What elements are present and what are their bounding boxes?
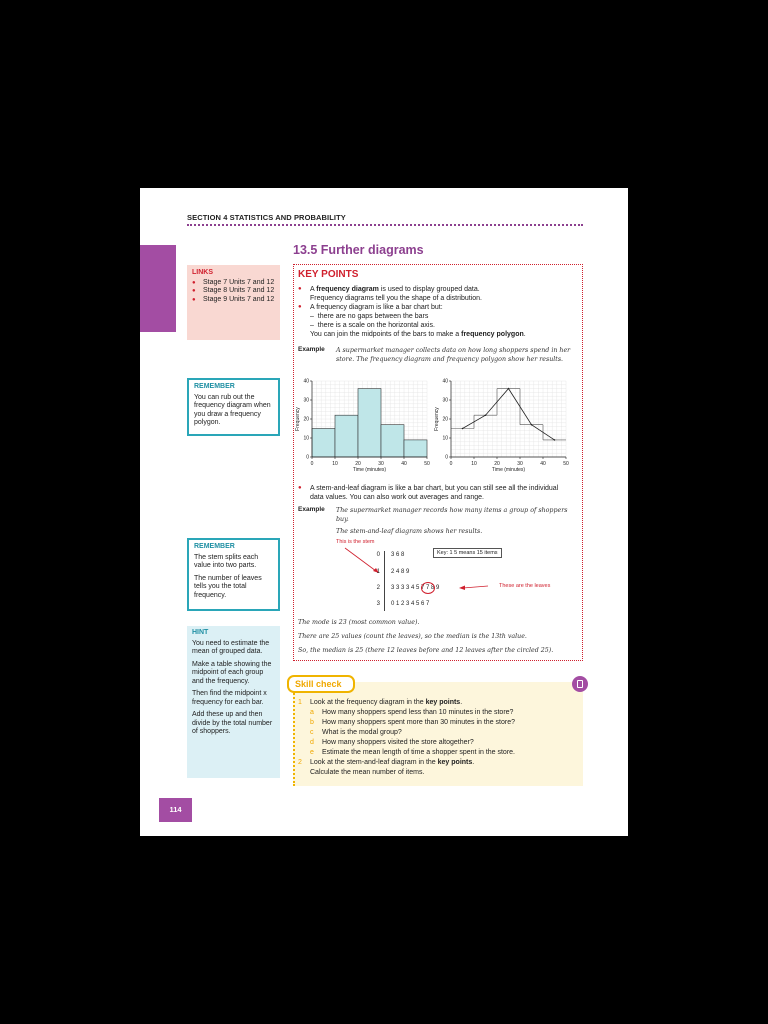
remember-box-1	[187, 378, 280, 436]
part-letter: c	[310, 729, 314, 736]
polygon-point	[485, 414, 487, 416]
histogram-bar	[381, 425, 404, 457]
hint-text: Then find the midpoint x frequency for each bar.	[192, 690, 267, 706]
question-text: Calculate the mean number of items.	[310, 769, 425, 776]
stem-annotation: This is the stem	[336, 539, 375, 545]
question-2	[298, 759, 475, 767]
bold-term: key points	[425, 699, 461, 706]
bold-term: frequency polygon	[461, 331, 524, 338]
example-text: A supermarket manager collects data on how long shoppers spend in her store. The frequency diagram and frequency polygon show her results.	[336, 347, 571, 363]
x-tick-label: 50	[563, 461, 569, 467]
x-tick-label: 40	[540, 461, 546, 467]
y-tick-label: 0	[445, 454, 448, 461]
part-letter: a	[310, 709, 314, 716]
links-item: ● Stage 8 Units 7 and 12	[203, 287, 275, 296]
x-tick-label: 10	[471, 461, 477, 467]
question-number: 1	[298, 699, 302, 706]
stem-value: 0	[376, 552, 380, 558]
section-divider	[187, 224, 583, 226]
example-text: The stem-and-leaf diagram shows her results.	[336, 528, 483, 535]
text: there are no gaps between the bars	[317, 313, 429, 320]
part-text: What is the modal group?	[322, 729, 402, 736]
text: A	[310, 286, 317, 293]
question-text	[310, 759, 474, 767]
x-axis-label: Time (minutes)	[352, 467, 387, 473]
y-tick-label: 30	[442, 397, 448, 404]
margin-tab	[140, 245, 176, 332]
frequency-polygon-chart	[432, 376, 578, 478]
stem-divider	[384, 551, 385, 611]
bullet-frequency-diagram	[310, 285, 578, 294]
y-tick-label: 20	[303, 416, 309, 423]
histogram-bar	[358, 389, 381, 457]
question-1	[298, 699, 463, 707]
part-text: How many shoppers visited the store altogether?	[322, 739, 474, 746]
mode-note: The mode is 23 (most common value).	[298, 619, 420, 626]
y-tick-label: 40	[442, 378, 448, 385]
key-points-heading: KEY POINTS	[298, 269, 359, 280]
x-tick-label: 30	[378, 461, 384, 467]
calculator-icon	[572, 676, 588, 692]
remember-text: The number of leaves tells you the total frequency.	[194, 574, 262, 599]
text: is used to display grouped data.	[378, 286, 480, 293]
text: You can join the midpoints of the bars to make a	[310, 331, 462, 338]
remember-heading: REMEMBER	[194, 543, 235, 550]
question-part	[310, 749, 515, 757]
bold-term: frequency diagram	[316, 286, 379, 293]
y-axis-label: Frequency	[295, 407, 301, 431]
question-part	[310, 709, 514, 717]
part-text: Estimate the mean length of time a shopper spent in the store.	[322, 749, 515, 756]
x-tick-label: 20	[494, 461, 500, 467]
y-axis-label: Frequency	[434, 407, 440, 431]
polygon-point	[554, 439, 556, 441]
leaves-annotation: These are the leaves	[499, 583, 551, 589]
leaf-values: 2 4 8 9	[391, 569, 410, 575]
text-line	[310, 330, 578, 339]
histogram-bar	[404, 440, 427, 457]
remember-text: The stem splits each value into two parts.	[194, 553, 259, 569]
frequency-diagram-chart	[293, 376, 439, 478]
dash-item: – there is a scale on the horizontal axis.	[310, 322, 435, 329]
polygon-point	[531, 424, 533, 426]
part-text: How many shoppers spent more than 30 minutes in the store?	[322, 719, 515, 726]
polygon-point	[508, 388, 510, 390]
question-part	[310, 739, 474, 747]
x-axis-label: Time (minutes)	[491, 467, 526, 473]
page-number: 114	[159, 798, 192, 822]
bullet-bar-chart: ● A frequency diagram is like a bar chart but:	[310, 303, 578, 312]
text-line: Frequency diagrams tell you the shape of a distribution.	[310, 295, 482, 302]
remember-text: You can rub out the frequency diagram when you draw a frequency polygon.	[194, 393, 271, 426]
polygon-point	[462, 428, 464, 430]
y-tick-label: 40	[303, 378, 309, 385]
question-text	[310, 699, 462, 707]
remember-box-2	[187, 538, 280, 611]
key-points-text	[310, 285, 578, 339]
links-item: ● Stage 9 Units 7 and 12	[203, 296, 275, 305]
text: Look at the frequency diagram in the	[310, 699, 426, 706]
links-heading: LINKS	[192, 269, 213, 276]
example-text: The supermarket manager records how many items a group of shoppers buy.	[336, 507, 568, 523]
x-tick-label: 50	[424, 461, 430, 467]
median-conclusion: So, the median is 25 (there 12 leaves before and 12 leaves after the circled 25).	[298, 647, 554, 654]
histogram-bar	[312, 429, 335, 458]
x-tick-label: 0	[310, 461, 314, 467]
y-tick-label: 0	[306, 454, 309, 461]
hint-heading: HINT	[192, 629, 209, 636]
x-tick-label: 10	[332, 461, 338, 467]
stem-value: 3	[376, 601, 380, 607]
links-box	[187, 265, 280, 340]
dash-item: – there are no gaps between the bars	[310, 313, 429, 320]
leaf-values: 0 1 2 3 4 5 6 7	[391, 601, 430, 607]
stem-leaf-key: Key: 1 5 means 15 items	[433, 548, 502, 558]
example-label: Example	[298, 506, 325, 513]
median-circle	[421, 582, 435, 594]
links-item: ● Stage 7 Units 7 and 12	[203, 279, 275, 288]
text: .	[472, 759, 475, 766]
y-tick-label: 30	[303, 397, 309, 404]
leaf-values: 3 6 8	[391, 552, 405, 558]
part-letter: d	[310, 739, 314, 746]
bold-term: key points	[437, 759, 473, 766]
textbook-page	[140, 188, 628, 836]
part-letter: b	[310, 719, 314, 726]
histogram-bar	[335, 415, 358, 457]
x-tick-label: 20	[355, 461, 361, 467]
text: .	[523, 331, 526, 338]
question-part	[310, 719, 515, 727]
x-tick-label: 30	[517, 461, 523, 467]
text: there is a scale on the horizontal axis.	[317, 322, 435, 329]
y-tick-label: 10	[442, 435, 448, 442]
stem-value: 1	[376, 569, 380, 575]
question-part	[310, 729, 402, 737]
remember-heading: REMEMBER	[194, 383, 235, 390]
skill-check-tab: Skill check	[287, 675, 355, 693]
leaves-arrow	[459, 584, 489, 592]
page-title: 13.5 Further diagrams	[293, 243, 424, 257]
links-list	[192, 279, 275, 305]
section-heading: SECTION 4 STATISTICS AND PROBABILITY	[187, 213, 346, 222]
x-tick-label: 0	[449, 461, 453, 467]
hint-text: You need to estimate the mean of grouped data.	[192, 639, 270, 655]
stem-value: 2	[376, 585, 380, 591]
bullet-stem-leaf	[310, 484, 572, 502]
y-tick-label: 20	[442, 416, 448, 423]
median-note: There are 25 values (count the leaves), so the median is the 13th value.	[298, 633, 527, 640]
part-letter: e	[310, 749, 314, 756]
question-number: 2	[298, 759, 302, 766]
text: .	[460, 699, 463, 706]
hint-text: Make a table showing the midpoint of each group and the frequency.	[192, 660, 272, 685]
hint-text: Add these up and then divide by the total number of shoppers.	[192, 711, 273, 735]
text: Look at the stem-and-leaf diagram in the	[310, 759, 438, 766]
y-tick-label: 10	[303, 435, 309, 442]
example-label: Example	[298, 346, 325, 353]
hint-box	[187, 626, 280, 778]
leaf-values: 3 3 3 3 4 5 7 7 8 9	[391, 585, 440, 591]
text: ● A stem-and-leaf diagram is like a bar chart, but you can still see all the individual data values. You can also work out averages and range.	[310, 484, 572, 502]
x-tick-label: 40	[401, 461, 407, 467]
part-text: How many shoppers spend less than 10 minutes in the store?	[322, 709, 514, 716]
